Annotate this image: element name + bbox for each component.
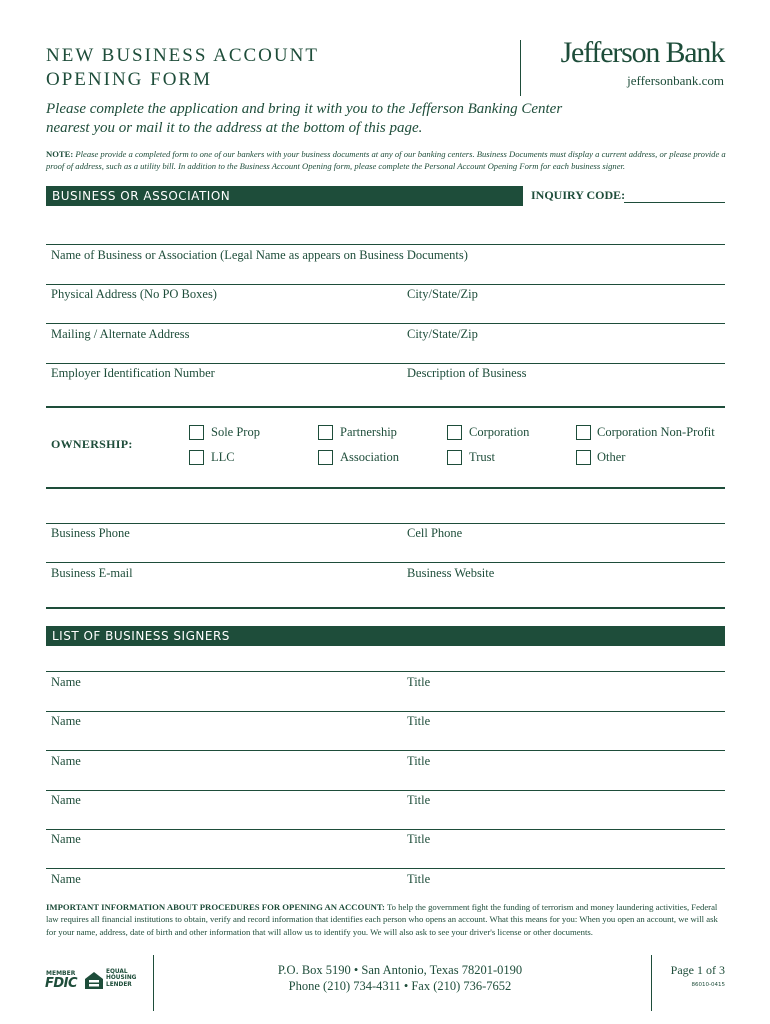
checkbox-other[interactable]: [576, 450, 591, 465]
ein-field[interactable]: Employer Identification Number: [51, 366, 215, 380]
intro-line1: Please complete the application and bring it with you to the Jefferson Banking Center: [46, 101, 563, 117]
fdic-member-label: MEMBER: [46, 970, 76, 977]
checkbox-label: LLC: [211, 450, 235, 464]
divider: [46, 244, 725, 245]
ehl-line1: EQUAL: [106, 969, 128, 975]
signer-name-field[interactable]: Name: [51, 793, 81, 807]
divider: [46, 284, 725, 285]
header-divider: [520, 40, 521, 96]
divider: [46, 868, 725, 869]
mailing-city-state-zip-field[interactable]: City/State/Zip: [407, 327, 478, 341]
checkbox-trust[interactable]: [447, 450, 462, 465]
form-code: 86010-0415: [691, 982, 725, 988]
bank-url[interactable]: jeffersonbank.com: [627, 73, 724, 88]
signer-title-field[interactable]: Title: [407, 832, 431, 846]
cell-phone-field[interactable]: Cell Phone: [407, 526, 463, 540]
signer-name-field[interactable]: Name: [51, 872, 81, 886]
form-title-line2: OPENING FORM: [46, 69, 212, 90]
checkbox-llc[interactable]: [189, 450, 204, 465]
checkbox-association[interactable]: [318, 450, 333, 465]
ehl-line3: LENDER: [106, 981, 132, 988]
business-section-header: BUSINESS OR ASSOCIATION: [46, 186, 523, 206]
signer-name-field[interactable]: Name: [51, 714, 81, 728]
address-line2: Phone (210) 734-4311 • Fax (210) 736-7652: [288, 979, 512, 993]
divider: [46, 363, 725, 364]
equal-housing-icon: [84, 970, 104, 990]
address-line1: P.O. Box 5190 • San Antonio, Texas 78201-0190: [277, 963, 523, 977]
checkbox-corporation-non-profit[interactable]: [576, 425, 591, 440]
divider: [46, 671, 725, 672]
divider: [46, 607, 725, 609]
mailing-address-field[interactable]: Mailing / Alternate Address: [51, 327, 190, 341]
signers-section-header: LIST OF BUSINESS SIGNERS: [46, 626, 725, 646]
checkbox-sole-prop[interactable]: [189, 425, 204, 440]
inquiry-code-field[interactable]: [624, 202, 725, 203]
checkbox-partnership[interactable]: [318, 425, 333, 440]
divider: [46, 750, 725, 751]
equal-housing-lender-text: [106, 969, 136, 988]
business-email-field[interactable]: Business E-mail: [51, 566, 133, 580]
business-name-field[interactable]: Name of Business or Association (Legal Name as appears on Business Documents): [51, 248, 468, 262]
ehl-line2: HOUSING: [106, 975, 137, 982]
form-title: [46, 44, 319, 92]
signer-name-field[interactable]: Name: [51, 675, 81, 689]
ownership-label: OWNERSHIP:: [51, 437, 133, 451]
important-label: IMPORTANT INFORMATION ABOUT PROCEDURES FOR OPENING AN ACCOUNT:: [46, 902, 385, 912]
intro-line2: nearest you or mail it to the address at the bottom of this page.: [46, 120, 423, 136]
checkbox-label: Corporation: [469, 425, 530, 439]
bank-logo: Jefferson Bank: [560, 36, 724, 69]
business-description-field[interactable]: Description of Business: [407, 366, 527, 380]
checkbox-corporation[interactable]: [447, 425, 462, 440]
divider: [46, 829, 725, 830]
signer-title-field[interactable]: Title: [407, 714, 431, 728]
inquiry-code-label: INQUIRY CODE:: [531, 188, 626, 202]
business-website-field[interactable]: Business Website: [407, 566, 495, 580]
fdic-logo: FDIC: [45, 976, 78, 991]
checkbox-label: Corporation Non-Profit: [597, 425, 715, 439]
divider: [46, 790, 725, 791]
form-title-line1: NEW BUSINESS ACCOUNT: [46, 45, 319, 66]
signer-title-field[interactable]: Title: [407, 872, 431, 886]
note-body: Please provide a completed form to one of our bankers with your business documents at any of our banking centers. Business Documents must display a current address, or please provide a proof of address, such as a utility bill. In addition to the Business Account Opening form, please complete the Personal Account Opening Form for each business signer.: [46, 149, 726, 171]
signer-title-field[interactable]: Title: [407, 793, 431, 807]
physical-address-field[interactable]: Physical Address (No PO Boxes): [51, 287, 217, 301]
checkbox-label: Trust: [469, 450, 495, 464]
checkbox-label: Other: [597, 450, 626, 464]
signer-name-field[interactable]: Name: [51, 754, 81, 768]
divider: [46, 323, 725, 324]
page-number: Page 1 of 3: [670, 963, 725, 977]
divider: [46, 406, 725, 408]
divider: [46, 711, 725, 712]
divider: [46, 562, 725, 563]
physical-city-state-zip-field[interactable]: City/State/Zip: [407, 287, 478, 301]
checkbox-label: Sole Prop: [211, 425, 260, 439]
footer-divider-left: [153, 955, 154, 1011]
important-information: [46, 901, 726, 938]
checkbox-label: Association: [340, 450, 400, 464]
important-body: To help the government fight the funding of terrorism and money laundering activities, Federal law requires all financial institutions to obtain, verify and record information that identifies each person who opens an account. What this means for you: When you open an account, we will ask for your name, address, date of birth and other information that will allow us to identify you. We will also ask to see your driver's license or other documents.: [46, 902, 718, 937]
note-label: NOTE:: [46, 149, 74, 159]
signer-name-field[interactable]: Name: [51, 832, 81, 846]
checkbox-label: Partnership: [340, 425, 397, 439]
bank-address: [230, 962, 570, 994]
divider: [46, 487, 725, 489]
business-phone-field[interactable]: Business Phone: [51, 526, 130, 540]
note-text: [46, 149, 726, 172]
signer-title-field[interactable]: Title: [407, 675, 431, 689]
signer-title-field[interactable]: Title: [407, 754, 431, 768]
intro-instructions: [46, 100, 726, 138]
divider: [46, 523, 725, 524]
